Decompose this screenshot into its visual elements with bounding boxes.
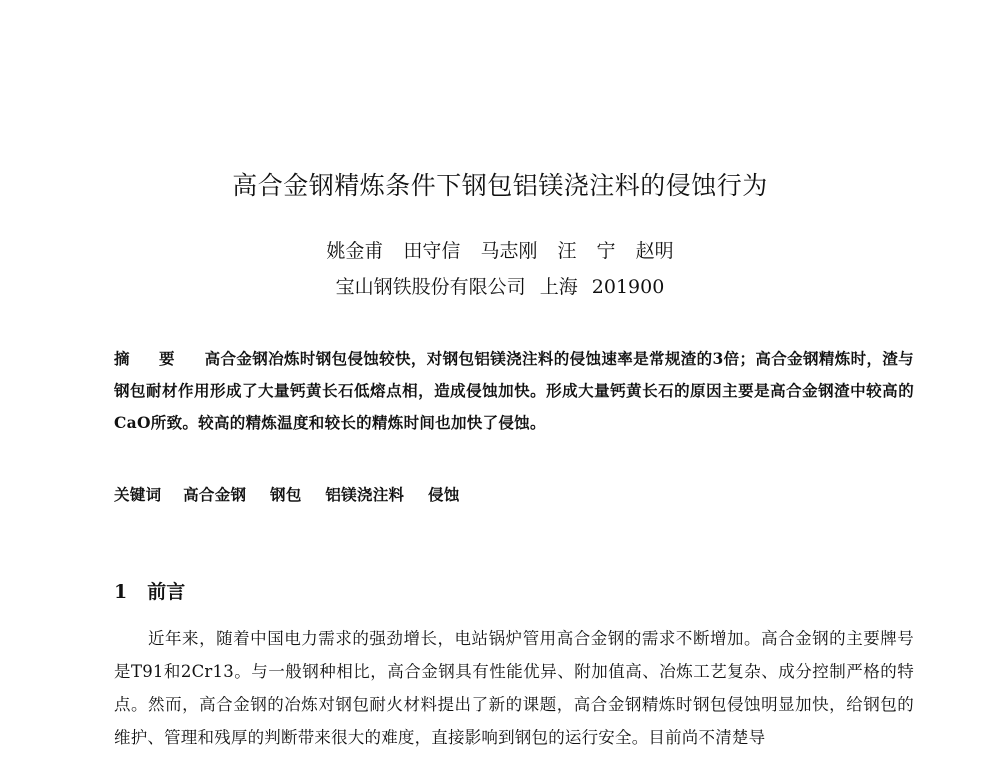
keyword: 铝镁浇注料 [325,485,405,504]
abstract [114,343,914,439]
paper-title: 高合金钢精炼条件下钢包铝镁浇注料的侵蚀行为 [232,171,768,200]
section-heading [114,577,185,604]
keywords [114,483,914,505]
affiliation-city: 上海 [539,276,578,298]
keyword: 钢包 [270,485,302,504]
keyword: 高合金钢 [183,485,247,504]
abstract-label: 摘 要 [114,349,187,368]
keyword: 侵蚀 [428,485,460,504]
author-list: 姚金甫 田守信 马志刚 汪 宁 赵明 [326,240,674,262]
section-number: 1 [114,581,128,603]
affiliation [0,272,1000,299]
section-title: 前言 [147,581,186,603]
keywords-label: 关键词 [114,485,162,504]
affiliation-postcode: 201900 [591,276,665,298]
body-paragraph: 近年来，随着中国电力需求的强劲增长，电站锅炉管用高合金钢的需求不断增加。高合金钢的主要牌号是T91和2Cr13。与一般钢种相比，高合金钢具有性能优异、附加值高、冶炼工艺复杂、成分控制严格的特点。然而，高合金钢的冶炼对钢包耐火材料提出了新的课题，高合金钢精炼时钢包侵蚀明显加快，给钢包的维护、管理和残厚的判断带来很大的难度，直接影响到钢包的运行安全。目前尚不清楚导 [114,629,914,747]
abstract-text: 高合金钢冶炼时钢包侵蚀较快，对钢包铝镁浇注料的侵蚀速率是常规渣的3倍；高合金钢精炼时，渣与钢包耐材作用形成了大量钙黄长石低熔点相，造成侵蚀加快。形成大量钙黄长石的原因主要是高合金钢渣中较高的CaO所致。较高的精炼温度和较长的精炼时间也加快了侵蚀。 [114,349,914,432]
affiliation-org: 宝山钢铁股份有限公司 [335,276,526,298]
